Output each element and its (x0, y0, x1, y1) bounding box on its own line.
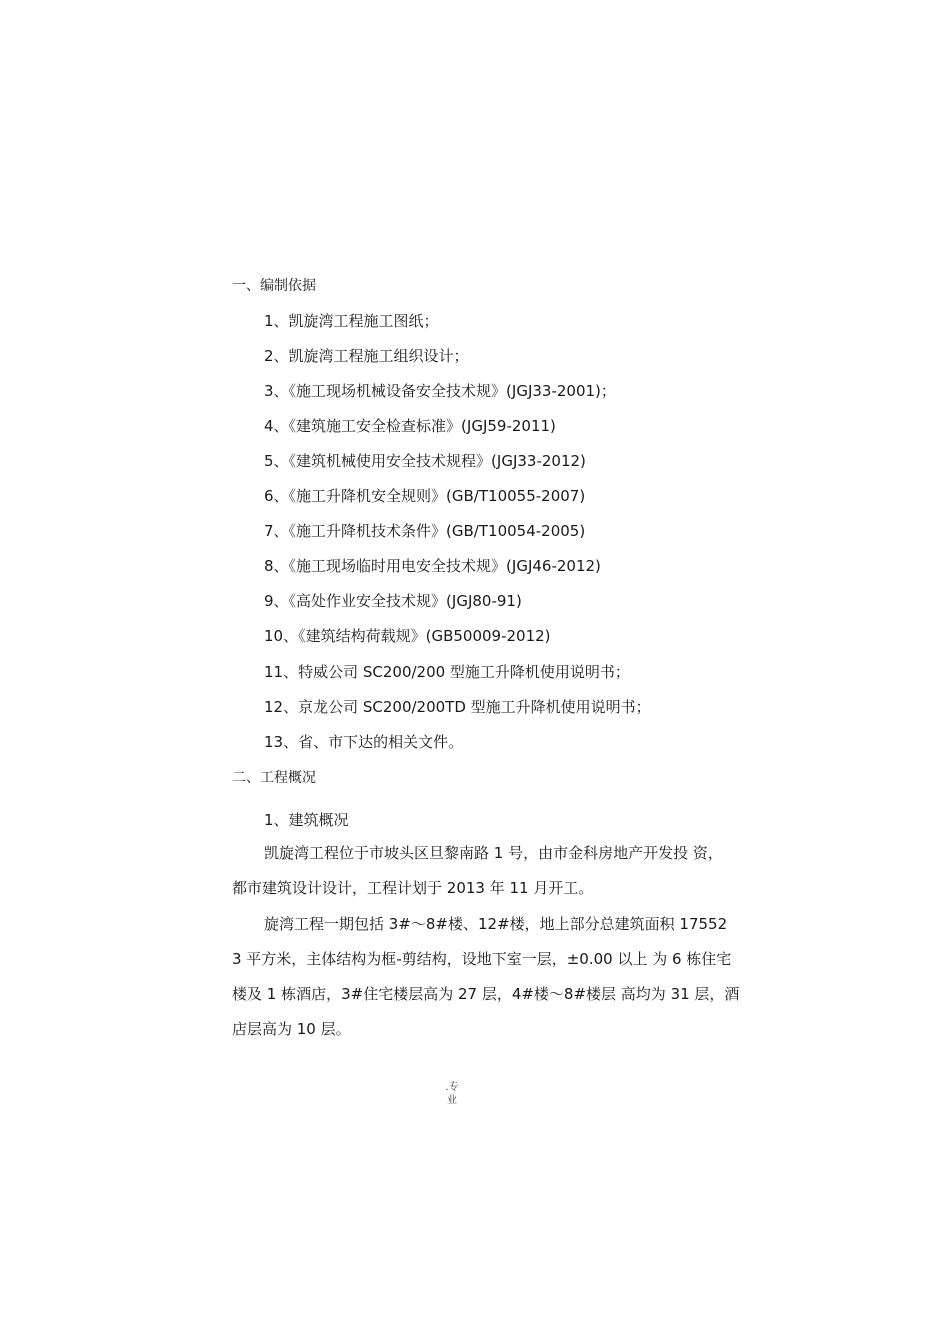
section-heading-project-overview: 二、工程概况 (232, 770, 316, 786)
paragraph-1-line-1: 凯旋湾工程位于市坡头区旦黎南路 1 号，由市金科房地产开发投 资， (264, 844, 723, 862)
section-heading-compilation-basis: 一、编制依据 (232, 278, 316, 294)
basis-item-5: 5、《建筑机械使用安全技术规程》(JGJ33-2012) (264, 452, 586, 470)
subsection-heading-building-overview: 1、建筑概况 (264, 811, 349, 829)
basis-item-10: 10、《建筑结构荷载规》(GB50009-2012) (264, 627, 551, 645)
paragraph-2-line-3: 楼及 1 栋酒店，3#住宅楼层高为 27 层，4#楼～8#楼层 高均为 31 层，酒 (232, 985, 740, 1003)
basis-item-1: 1、凯旋湾工程施工图纸； (264, 312, 439, 330)
paragraph-2-line-4: 店层高为 10 层。 (232, 1020, 351, 1038)
footer-line-2: 业 (447, 1095, 457, 1106)
basis-item-3: 3、《施工现场机械设备安全技术规》(JGJ33-2001)； (264, 382, 616, 400)
paragraph-2-line-1: 旋湾工程一期包括 3#～8#楼、12#楼，地上部分总建筑面积 17552 (264, 915, 728, 933)
page-footer (440, 1081, 464, 1107)
basis-item-6: 6、《施工升降机安全规则》(GB/T10055-2007) (264, 487, 586, 505)
basis-item-13: 13、省、市下达的相关文件。 (264, 733, 464, 751)
basis-item-7: 7、《施工升降机技术条件》(GB/T10054-2005) (264, 522, 586, 540)
basis-item-12: 12、京龙公司 SC200/200TD 型施工升降机使用说明书； (264, 698, 651, 716)
paragraph-1-line-2: 都市建筑设计设计，工程计划于 2013 年 11 月开工。 (232, 879, 594, 897)
basis-item-4: 4、《建筑施工安全检查标准》(JGJ59-2011) (264, 417, 556, 435)
basis-item-8: 8、《施工现场临时用电安全技术规》(JGJ46-2012) (264, 557, 601, 575)
basis-item-2: 2、凯旋湾工程施工组织设计； (264, 347, 469, 365)
footer-line-1: .专 (445, 1082, 459, 1093)
paragraph-2-line-2: 3 平方米，主体结构为框-剪结构，设地下室一层，±0.00 以上 为 6 栋住宅 (232, 950, 732, 968)
basis-item-9: 9、《高处作业安全技术规》(JGJ80-91) (264, 592, 522, 610)
basis-item-11: 11、特威公司 SC200/200 型施工升降机使用说明书； (264, 663, 630, 681)
